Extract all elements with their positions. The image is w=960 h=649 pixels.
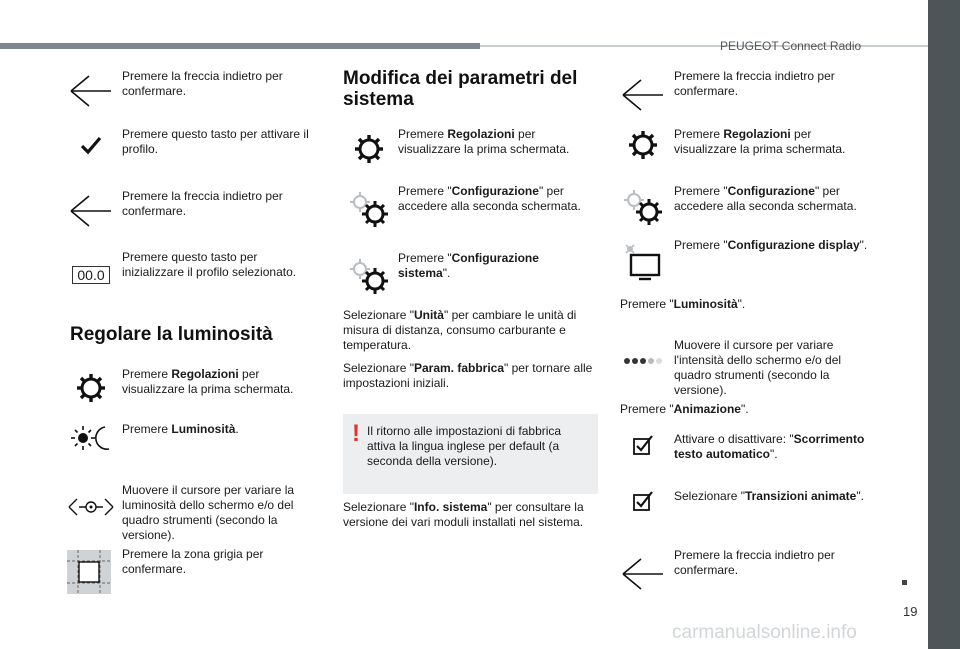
gear-icon [344,128,394,170]
instruction-text: Premere questo tasto per attivare il profilo. [122,127,309,156]
continue-marker [902,580,907,585]
warning-icon: ! [352,420,360,447]
instruction-text: Premere la freccia indietro per confermare. [122,189,283,218]
double-gear-icon [344,188,394,230]
instruction-text: Muovere il cursore per variare l'intensità dello schermo e/o del quadro strumenti (secondo la versione). [674,338,842,397]
instruction-text: Premere Regolazioni per visualizzare la prima schermata. [674,127,846,156]
double-gear-icon [618,186,668,228]
counter-label: 00.0 [72,266,109,284]
reset-counter-icon [66,254,116,296]
instruction-text: Premere "Configurazione sistema". [398,251,539,280]
instruction-text: Premere la freccia indietro per confermare. [674,548,835,577]
checkbox-icon [618,480,668,522]
instruction-text: Premere "Configurazione display". [674,238,868,252]
back-arrow-icon [66,70,116,112]
instruction-text: Muovere il cursore per variare la luminosità dello schermo e/o del quadro strumenti (secondo la versione). [122,483,295,542]
instruction-text: Premere la zona grigia per confermare. [122,547,264,576]
paragraph-info: Selezionare "Info. sistema" per consultare la versione dei vari moduli installati nel sistema. [343,500,584,529]
watermark: carmanualsonline.info [672,622,857,643]
double-gear-icon [344,255,394,297]
instruction-text: Premere Luminosità. [122,422,239,436]
top-rule [0,43,480,49]
paragraph-luminosity: Premere "Luminosità". [620,297,746,311]
section-title: Regolare la luminosità [70,324,273,345]
checkbox-icon [618,424,668,466]
section-title: Modifica dei parametri del sistema [343,68,578,110]
display-config-icon [618,242,668,284]
right-sidebar-bar [928,0,960,649]
instruction-text: Premere Regolazioni per visualizzare la prima schermata. [122,367,294,396]
instruction-text: Premere "Configurazione" per accedere alla seconda schermata. [674,184,857,213]
back-arrow-icon [66,190,116,232]
gear-icon [66,367,116,409]
paragraph-factory: Selezionare "Param. fabbrica" per tornare alle impostazioni iniziali. [343,361,593,390]
warning-text: Il ritorno alle impostazioni di fabbrica attiva la lingua inglese per default (a seconda della versione). [367,424,562,468]
back-arrow-icon [618,74,668,116]
slider-icon [66,486,116,528]
warning-box [343,414,598,494]
grey-zone-icon [66,550,112,594]
brightness-icon [66,417,116,459]
paragraph-units: Selezionare "Unità" per cambiare le unità di misura di distanza, consumo carburante e temperatura. [343,308,577,352]
instruction-text: Premere Regolazioni per visualizzare la prima schermata. [398,127,570,156]
instruction-text: Premere la freccia indietro per confermare. [122,69,283,98]
back-arrow-icon [618,553,668,595]
checkmark-icon [66,124,116,166]
instruction-text: Premere la freccia indietro per confermare. [674,69,835,98]
instruction-text: Attivare o disattivare: "Scorrimento testo automatico". [674,432,865,461]
instruction-text: Premere "Configurazione" per accedere alla seconda schermata. [398,184,581,213]
instruction-text: Selezionare "Transizioni animate". [674,489,864,503]
dots-slider-icon [618,340,668,382]
paragraph-animation: Premere "Animazione". [620,402,749,416]
instruction-text: Premere questo tasto per inizializzare il profilo selezionato. [122,250,297,279]
gear-icon [618,124,668,166]
page-number: 19 [903,604,918,619]
page-header: PEUGEOT Connect Radio [720,39,862,53]
